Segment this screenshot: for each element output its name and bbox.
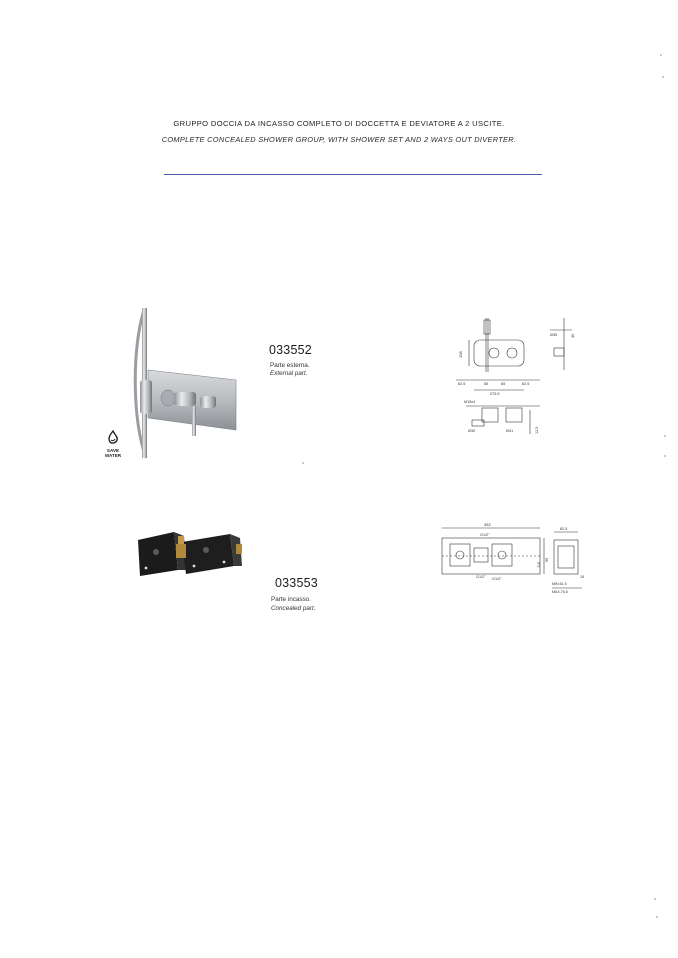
dim-side-c: 12.5 xyxy=(535,426,539,434)
dim-max: MAX.76.5 xyxy=(552,590,568,594)
dim-side: 15 xyxy=(580,575,584,579)
dim-side-b: 30 xyxy=(571,333,575,338)
product-code: 033553 xyxy=(275,576,318,590)
external-part-image xyxy=(128,308,240,460)
scan-speck xyxy=(302,462,304,464)
dim-bottom-4: 62.5 xyxy=(522,382,530,386)
product-desc-it: Parte esterna. xyxy=(270,362,310,369)
scan-speck xyxy=(660,54,662,56)
dim-total: 275.5 xyxy=(490,392,500,396)
product-desc-it: Parte incasso. xyxy=(271,596,311,603)
header-divider xyxy=(164,174,542,175)
thread-top: G1/2" xyxy=(480,533,490,537)
external-part-drawing xyxy=(446,310,586,450)
scan-speck xyxy=(654,898,656,900)
product-desc-en: Concealed part. xyxy=(271,605,316,612)
thread-bot: G1/2" xyxy=(492,577,502,581)
dim-min: MIN.61.5 xyxy=(552,582,567,586)
dim-depth: 82.5 xyxy=(560,527,568,531)
dim-thread: M15x1 xyxy=(464,400,476,404)
scan-speck xyxy=(664,435,666,437)
dim-bottom-1: 62.5 xyxy=(458,382,466,386)
dim-d30: Ø30 xyxy=(468,429,476,433)
badge-line2: WATER xyxy=(104,453,122,458)
scan-speck xyxy=(664,455,666,457)
scan-speck xyxy=(656,916,658,918)
dim-h: 95 xyxy=(545,557,549,562)
product-code: 033552 xyxy=(269,343,312,357)
title-italian: GRUPPO DOCCIA DA INCASSO COMPLETO DI DOCCETTA E DEVIATORE A 2 USCITE. xyxy=(173,119,505,128)
dim-width: 352 xyxy=(484,522,491,527)
save-water-badge xyxy=(103,430,123,458)
thread-mid: G1/2" xyxy=(476,575,486,579)
title-english: COMPLETE CONCEALED SHOWER GROUP, WITH SHOWER SET AND 2 WAYS OUT DIVERTER. xyxy=(161,135,517,144)
dim-d41: Ø41 xyxy=(506,429,514,433)
dim-bottom-3: 65 xyxy=(501,382,506,386)
product-desc-en: External part. xyxy=(270,370,308,377)
dim-side-a: Ø35 xyxy=(550,333,558,337)
dim-bottom-2: 65 xyxy=(484,382,489,386)
concealed-part-image xyxy=(134,522,246,582)
badge-line1: SAVE xyxy=(106,448,120,453)
dim-height: 108 xyxy=(458,351,463,358)
dim-h2: 110 xyxy=(537,561,541,568)
scan-speck xyxy=(662,76,664,78)
concealed-part-drawing xyxy=(436,518,586,598)
water-drop-icon xyxy=(106,430,120,444)
